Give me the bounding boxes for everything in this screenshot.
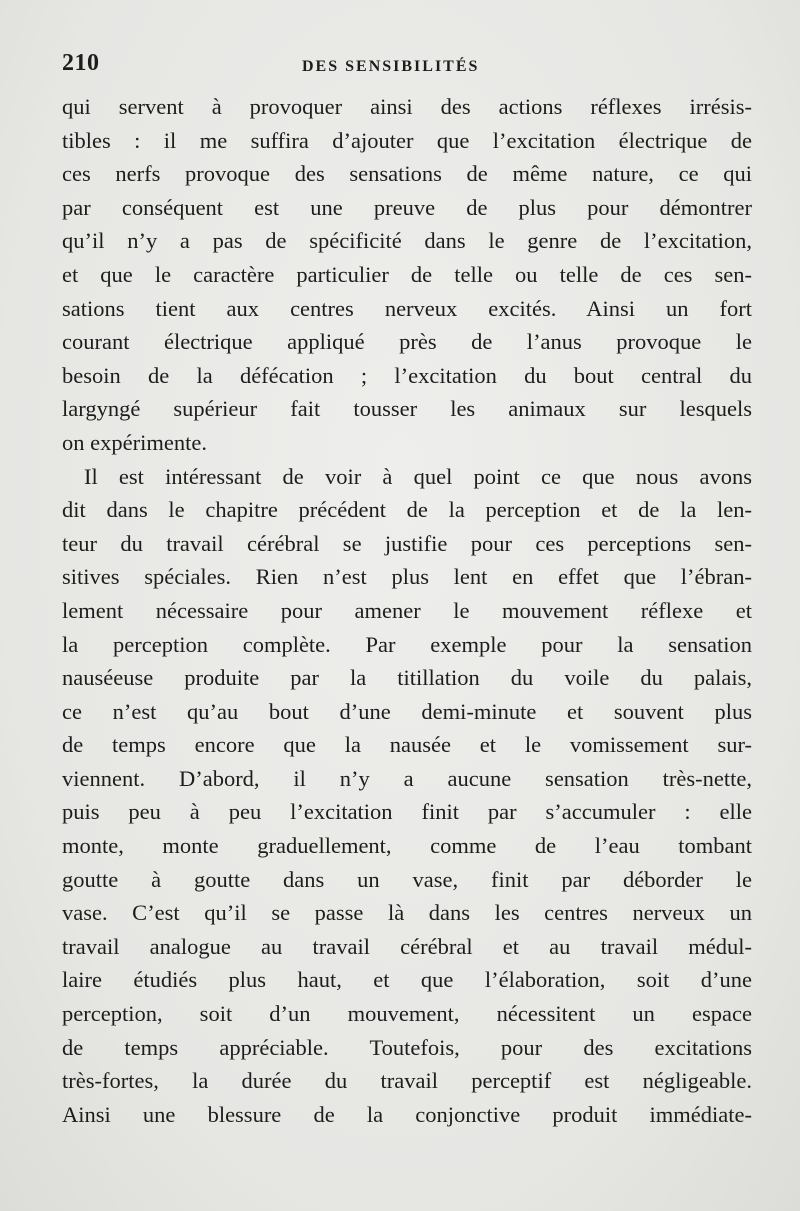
text-line: on expérimente. [62, 429, 207, 455]
text-line: de temps encore que la nausée et le vomissement sur- [62, 732, 752, 758]
running-head: DES SENSIBILITÉS [302, 58, 480, 75]
text-line: sations tient aux centres nerveux excités. Ainsi un fort [62, 295, 752, 321]
text-line: ce n’est qu’au bout d’une demi-minute et souvent plus [62, 698, 752, 724]
text-line: dit dans le chapitre précédent de la perception et de la len- [62, 497, 752, 523]
text-line: courant électrique appliqué près de l’anus provoque le [62, 329, 752, 355]
text-line: nauséeuse produite par la titillation du voile du palais, [62, 665, 752, 691]
body-text [62, 90, 752, 1131]
text-line: et que le caractère particulier de telle ou telle de ces sen- [62, 261, 752, 287]
paragraph [62, 90, 752, 460]
page-number: 210 [62, 50, 100, 76]
text-line: perception, soit d’un mouvement, nécessitent un espace [62, 1001, 752, 1027]
text-line: vase. C’est qu’il se passe là dans les centres nerveux un [62, 900, 752, 926]
text-line: ces nerfs provoque des sensations de même nature, ce qui [62, 161, 752, 187]
text-line: viennent. D’abord, il n’y a aucune sensation très-nette, [62, 765, 752, 791]
text-line: la perception complète. Par exemple pour la sensation [62, 631, 752, 657]
text-line: laire étudiés plus haut, et que l’élaboration, soit d’une [62, 967, 752, 993]
text-line: de temps appréciable. Toutefois, pour des excitations [62, 1034, 752, 1060]
text-line: teur du travail cérébral se justifie pour ces perceptions sen- [62, 530, 752, 556]
text-line: Ainsi une blessure de la conjonctive produit immédiate- [62, 1101, 752, 1127]
text-line: puis peu à peu l’excitation finit par s’accumuler : elle [62, 799, 752, 825]
text-line: besoin de la défécation ; l’excitation du bout central du [62, 362, 752, 388]
text-line: qui servent à provoquer ainsi des actions réflexes irrésis- [62, 94, 752, 119]
text-line: très-fortes, la durée du travail perceptif est négligeable. [62, 1068, 752, 1094]
text-line: Il est intéressant de voir à quel point ce que nous avons [84, 463, 752, 489]
text-line: tibles : il me suffira d’ajouter que l’excitation électrique de [62, 127, 752, 153]
text-line: par conséquent est une preuve de plus pour démontrer [62, 194, 752, 220]
text-line: qu’il n’y a pas de spécificité dans le genre de l’excitation, [62, 228, 752, 254]
text-line: monte, monte graduellement, comme de l’eau tombant [62, 833, 752, 859]
page-header [62, 50, 752, 84]
text-line: goutte à goutte dans un vase, finit par déborder le [62, 866, 752, 892]
text-line: travail analogue au travail cérébral et au travail médul- [62, 933, 752, 959]
text-line: sitives spéciales. Rien n’est plus lent en effet que l’ébran- [62, 564, 752, 590]
text-line: largyngé supérieur fait tousser les animaux sur lesquels [62, 396, 752, 422]
text-line: lement nécessaire pour amener le mouvement réflexe et [62, 597, 752, 623]
paragraph [62, 460, 752, 1132]
